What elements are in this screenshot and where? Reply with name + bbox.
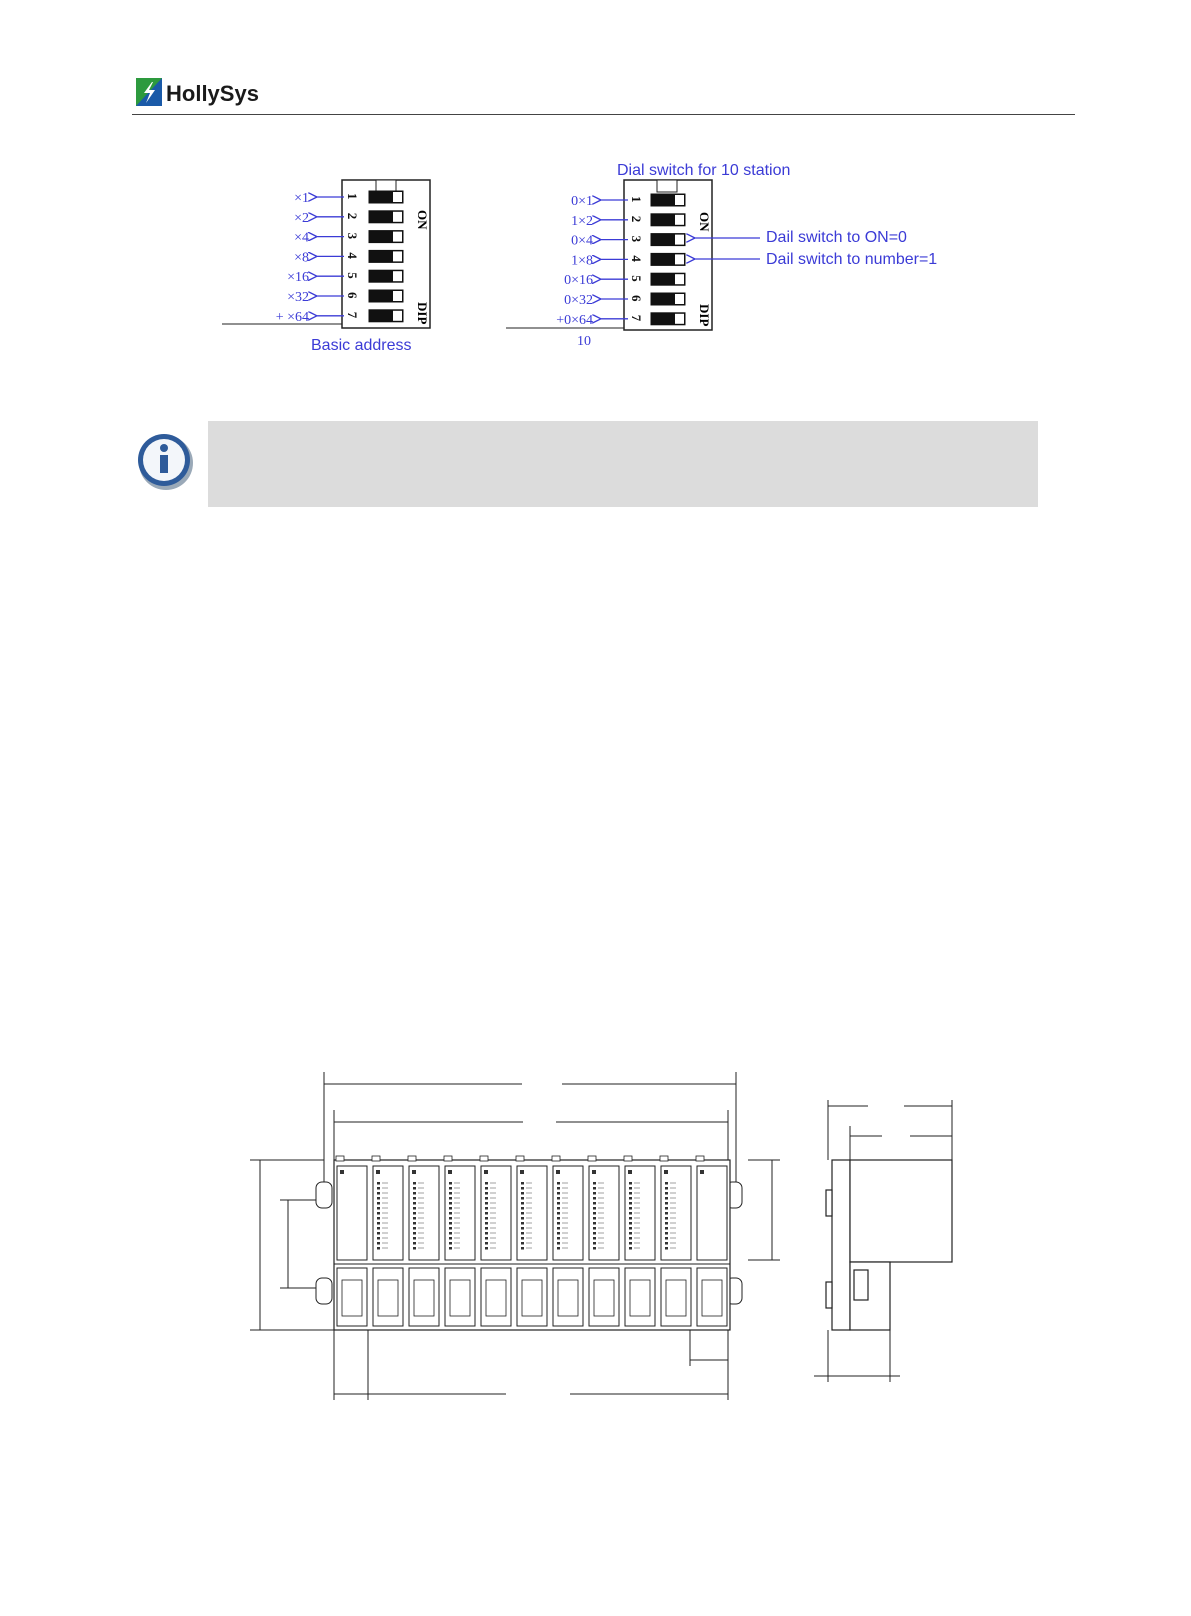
left-switch-knob bbox=[393, 251, 402, 261]
module-brand-mark bbox=[556, 1170, 560, 1174]
module-led bbox=[665, 1242, 668, 1245]
right-switch-number: 3 bbox=[629, 235, 644, 243]
module-led bbox=[557, 1242, 560, 1245]
module-led bbox=[485, 1237, 488, 1240]
module-top-clip bbox=[624, 1156, 632, 1161]
module-led bbox=[449, 1182, 452, 1185]
module-top-clip bbox=[516, 1156, 524, 1161]
module-led bbox=[665, 1222, 668, 1225]
dip-right-dip-label: DIP bbox=[697, 304, 712, 327]
module-led bbox=[629, 1237, 632, 1240]
module-led bbox=[629, 1212, 632, 1215]
module-led bbox=[665, 1187, 668, 1190]
left-switch-knob bbox=[393, 271, 402, 281]
right-multiplier-label: 0×16 bbox=[564, 273, 593, 289]
brand-name: HollySys bbox=[166, 81, 259, 106]
hollysys-logo-icon bbox=[136, 78, 162, 106]
module-led bbox=[485, 1227, 488, 1230]
module-led bbox=[413, 1202, 416, 1205]
module-led bbox=[629, 1197, 632, 1200]
module-led bbox=[485, 1202, 488, 1205]
module-top-clip bbox=[336, 1156, 344, 1161]
module-terminal-window bbox=[378, 1280, 398, 1316]
module-led bbox=[557, 1197, 560, 1200]
left-switch-number: 6 bbox=[345, 292, 360, 299]
left-switch-knob bbox=[393, 291, 402, 301]
left-multiplier-label: ×32 bbox=[287, 290, 309, 305]
module-led bbox=[449, 1212, 452, 1215]
right-multiplier-label: 1×2 bbox=[571, 213, 593, 229]
dip-right bbox=[506, 162, 937, 349]
module-led bbox=[557, 1212, 560, 1215]
left-switch-number: 1 bbox=[345, 193, 360, 200]
module-led bbox=[449, 1242, 452, 1245]
right-switch-knob bbox=[675, 235, 684, 245]
module-led bbox=[521, 1217, 524, 1220]
left-switch-knob bbox=[393, 311, 402, 321]
right-switch-number: 5 bbox=[629, 275, 644, 282]
module-led bbox=[557, 1232, 560, 1235]
left-switch-knob bbox=[393, 232, 402, 242]
module-led bbox=[629, 1207, 632, 1210]
right-multiplier-label: 0×32 bbox=[564, 293, 593, 308]
module-brand-mark bbox=[700, 1170, 704, 1174]
module-led bbox=[521, 1242, 524, 1245]
module-led bbox=[629, 1202, 632, 1205]
module-terminal-window bbox=[702, 1280, 722, 1316]
right-switch-number: 6 bbox=[629, 295, 644, 302]
module-led bbox=[413, 1232, 416, 1235]
left-multiplier-label: ×8 bbox=[294, 250, 309, 266]
module-led bbox=[593, 1237, 596, 1240]
module-led bbox=[521, 1197, 524, 1200]
module-led bbox=[449, 1202, 452, 1205]
module-led bbox=[593, 1212, 596, 1215]
module-led bbox=[449, 1192, 452, 1195]
module-brand-mark bbox=[520, 1170, 524, 1174]
module-led bbox=[557, 1192, 560, 1195]
right-switch-knob bbox=[675, 294, 684, 304]
module-led bbox=[557, 1227, 560, 1230]
module-terminal-window bbox=[342, 1280, 362, 1316]
module-led bbox=[485, 1242, 488, 1245]
module-led bbox=[593, 1207, 596, 1210]
module-led bbox=[629, 1247, 632, 1250]
left-switch-number: 7 bbox=[345, 311, 360, 319]
module-led bbox=[449, 1247, 452, 1250]
module-led bbox=[629, 1222, 632, 1225]
module-led bbox=[593, 1217, 596, 1220]
module-led bbox=[665, 1217, 668, 1220]
module-led bbox=[413, 1247, 416, 1250]
left-multiplier-label: ×1 bbox=[294, 191, 309, 206]
module-terminal-window bbox=[450, 1280, 470, 1316]
right-switch-knob bbox=[675, 195, 684, 205]
module-led bbox=[521, 1222, 524, 1225]
module-brand-mark bbox=[664, 1170, 668, 1174]
right-switch-knob bbox=[675, 274, 684, 284]
module-led bbox=[521, 1192, 524, 1195]
left-multiplier-label: ×16 bbox=[287, 270, 309, 286]
module-led bbox=[485, 1187, 488, 1190]
module-led bbox=[593, 1222, 596, 1225]
module-led bbox=[521, 1227, 524, 1230]
module-top-clip bbox=[372, 1156, 380, 1161]
module-led bbox=[413, 1237, 416, 1240]
module-led bbox=[593, 1202, 596, 1205]
module-led bbox=[449, 1237, 452, 1240]
info-icon bbox=[136, 430, 196, 492]
module-led bbox=[377, 1247, 380, 1250]
module-led bbox=[413, 1187, 416, 1190]
info-note-box bbox=[208, 421, 1038, 507]
module-terminal-window bbox=[666, 1280, 686, 1316]
module-led bbox=[521, 1202, 524, 1205]
module-led bbox=[413, 1182, 416, 1185]
module-led bbox=[665, 1237, 668, 1240]
module-led bbox=[593, 1227, 596, 1230]
module-led bbox=[377, 1207, 380, 1210]
module-led bbox=[377, 1242, 380, 1245]
module-led bbox=[629, 1192, 632, 1195]
dimension-drawing bbox=[240, 1070, 960, 1420]
right-switch-knob bbox=[675, 254, 684, 264]
module-led bbox=[557, 1222, 560, 1225]
module-led bbox=[485, 1222, 488, 1225]
left-switch-number: 3 bbox=[345, 232, 360, 240]
module-led bbox=[557, 1237, 560, 1240]
module-led bbox=[485, 1232, 488, 1235]
module-led bbox=[485, 1212, 488, 1215]
right-switch-knob bbox=[675, 314, 684, 324]
module-led bbox=[557, 1207, 560, 1210]
module-led bbox=[413, 1217, 416, 1220]
module-led bbox=[665, 1197, 668, 1200]
left-switch-knob bbox=[393, 212, 402, 222]
left-switch-number: 2 bbox=[345, 212, 360, 220]
module-led bbox=[521, 1232, 524, 1235]
right-switch-number: 4 bbox=[629, 255, 644, 262]
module-led bbox=[485, 1247, 488, 1250]
right-switch-number: 2 bbox=[629, 215, 644, 223]
module-led bbox=[593, 1197, 596, 1200]
module-led bbox=[593, 1242, 596, 1245]
module-panel bbox=[697, 1166, 727, 1260]
module-led bbox=[377, 1197, 380, 1200]
module-led bbox=[413, 1197, 416, 1200]
module-led bbox=[665, 1182, 668, 1185]
left-switch-number: 5 bbox=[345, 272, 360, 279]
module-led bbox=[593, 1247, 596, 1250]
module-led bbox=[665, 1212, 668, 1215]
module-led bbox=[413, 1192, 416, 1195]
left-multiplier-label: ×2 bbox=[294, 210, 309, 226]
module-led bbox=[665, 1192, 668, 1195]
module-led bbox=[665, 1207, 668, 1210]
module-brand-mark bbox=[412, 1170, 416, 1174]
left-multiplier-label: + ×64 bbox=[275, 309, 309, 325]
module-led bbox=[629, 1182, 632, 1185]
module-top-clip bbox=[444, 1156, 452, 1161]
right-switch-number: 1 bbox=[629, 196, 644, 203]
left-switch-knob bbox=[393, 192, 402, 202]
note-number-one: Dail switch to number=1 bbox=[766, 251, 938, 268]
module-led bbox=[521, 1182, 524, 1185]
right-switch-knob bbox=[675, 215, 684, 225]
module-led bbox=[449, 1217, 452, 1220]
module-brand-mark bbox=[448, 1170, 452, 1174]
brand-logo bbox=[136, 76, 276, 110]
module-led bbox=[557, 1247, 560, 1250]
module-led bbox=[629, 1242, 632, 1245]
module-led bbox=[377, 1227, 380, 1230]
module-top-clip bbox=[588, 1156, 596, 1161]
module-led bbox=[449, 1207, 452, 1210]
module-led bbox=[557, 1217, 560, 1220]
module-led bbox=[557, 1182, 560, 1185]
module-led bbox=[377, 1237, 380, 1240]
dip-switch-figure bbox=[200, 150, 1000, 380]
module-brand-mark bbox=[376, 1170, 380, 1174]
module-led bbox=[485, 1207, 488, 1210]
header-divider bbox=[132, 114, 1075, 115]
module-brand-mark bbox=[484, 1170, 488, 1174]
module-led bbox=[665, 1247, 668, 1250]
module-led bbox=[449, 1187, 452, 1190]
module-top-clip bbox=[408, 1156, 416, 1161]
right-multiplier-label: 1×8 bbox=[571, 253, 593, 269]
module-led bbox=[557, 1187, 560, 1190]
module-led bbox=[629, 1227, 632, 1230]
module-terminal-window bbox=[558, 1280, 578, 1316]
module-brand-mark bbox=[628, 1170, 632, 1174]
right-multiplier-label: 0×1 bbox=[571, 194, 593, 209]
module-led bbox=[593, 1192, 596, 1195]
module-led bbox=[485, 1182, 488, 1185]
module-terminal-window bbox=[630, 1280, 650, 1316]
note-on-zero: Dail switch to ON=0 bbox=[766, 229, 907, 246]
dip-left-on-label: ON bbox=[415, 210, 430, 230]
module-led bbox=[377, 1232, 380, 1235]
module-led bbox=[593, 1182, 596, 1185]
module-terminal-window bbox=[594, 1280, 614, 1316]
left-multiplier-label: ×4 bbox=[294, 230, 309, 246]
module-led bbox=[521, 1247, 524, 1250]
right-multiplier-label: 0×4 bbox=[571, 233, 593, 249]
module-led bbox=[449, 1232, 452, 1235]
module-led bbox=[521, 1207, 524, 1210]
module-led bbox=[665, 1227, 668, 1230]
module-led bbox=[413, 1222, 416, 1225]
module-led bbox=[593, 1232, 596, 1235]
module-led bbox=[377, 1187, 380, 1190]
module-led bbox=[629, 1232, 632, 1235]
module-brand-mark bbox=[340, 1170, 344, 1174]
module-led bbox=[521, 1237, 524, 1240]
dip-left bbox=[222, 180, 430, 354]
module-top-clip bbox=[660, 1156, 668, 1161]
module-led bbox=[521, 1212, 524, 1215]
module-brand-mark bbox=[592, 1170, 596, 1174]
dip-left-dip-label: DIP bbox=[415, 302, 430, 325]
dip-right-on-label: ON bbox=[697, 212, 712, 232]
module-led bbox=[629, 1217, 632, 1220]
module-terminal-window bbox=[486, 1280, 506, 1316]
module-terminal-window bbox=[414, 1280, 434, 1316]
dip-right-title: Dial switch for 10 station bbox=[617, 162, 791, 179]
module-led bbox=[377, 1192, 380, 1195]
module-led bbox=[377, 1222, 380, 1225]
module-led bbox=[485, 1217, 488, 1220]
right-switch-number: 7 bbox=[629, 314, 644, 322]
module-led bbox=[377, 1182, 380, 1185]
dip-left-caption: Basic address bbox=[311, 337, 412, 354]
module-top-clip bbox=[552, 1156, 560, 1161]
module-led bbox=[413, 1207, 416, 1210]
module-led bbox=[377, 1212, 380, 1215]
module-led bbox=[413, 1212, 416, 1215]
module-led bbox=[413, 1242, 416, 1245]
module-led bbox=[629, 1187, 632, 1190]
module-led bbox=[413, 1227, 416, 1230]
right-multiplier-label: +0×64 bbox=[556, 312, 593, 328]
module-led bbox=[665, 1232, 668, 1235]
module-led bbox=[485, 1192, 488, 1195]
left-switch-number: 4 bbox=[345, 252, 360, 259]
module-led bbox=[665, 1202, 668, 1205]
module-led bbox=[377, 1202, 380, 1205]
module-terminal-window bbox=[522, 1280, 542, 1316]
module-led bbox=[593, 1187, 596, 1190]
module-top-clip bbox=[480, 1156, 488, 1161]
module-led bbox=[449, 1222, 452, 1225]
module-led bbox=[449, 1227, 452, 1230]
module-led bbox=[377, 1217, 380, 1220]
module-led bbox=[557, 1202, 560, 1205]
module-led bbox=[449, 1197, 452, 1200]
module-top-clip bbox=[696, 1156, 704, 1161]
module-led bbox=[521, 1187, 524, 1190]
dip-right-result: 10 bbox=[577, 334, 591, 349]
module-led bbox=[485, 1197, 488, 1200]
module-panel bbox=[337, 1166, 367, 1260]
